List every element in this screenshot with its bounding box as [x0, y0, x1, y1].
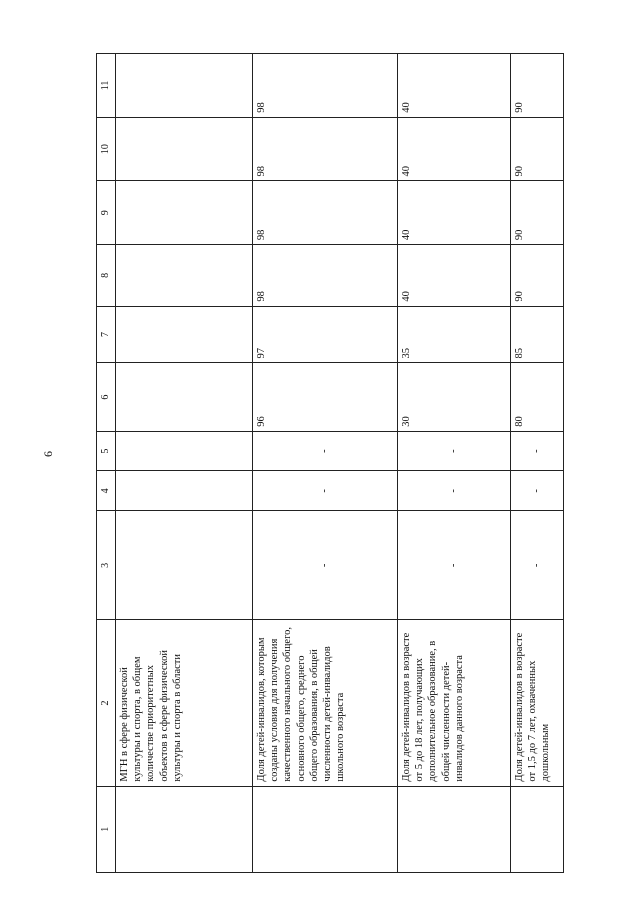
cell-value: 40	[398, 54, 511, 118]
cell-indicator: Доля детей-инвалидов в возрасте от 5 до 18 лет, получающих дополнительное образование, в общей численности детей-инвалидов данного возраста	[398, 620, 511, 786]
cell-indicator: МГН в сфере физической культуры и спорта, в общем количестве приоритетных объектов в сфере физической культуры и спорта в области	[116, 620, 253, 786]
col-header: 2	[97, 620, 116, 786]
page-number: 6	[41, 451, 55, 457]
col-header: 4	[97, 471, 116, 511]
cell-value: 35	[398, 306, 511, 363]
indicators-table	[96, 53, 564, 873]
col-header: 10	[97, 117, 116, 181]
cell-value	[116, 306, 253, 363]
col-header: 6	[97, 363, 116, 431]
cell-value: -	[398, 471, 511, 511]
table-container	[96, 53, 551, 873]
col-header: 1	[97, 786, 116, 872]
cell-value: 96	[253, 363, 398, 431]
cell-value: -	[398, 511, 511, 620]
cell-value: 85	[511, 306, 564, 363]
cell-value	[116, 181, 253, 245]
cell-value: -	[253, 471, 398, 511]
col-header: 5	[97, 431, 116, 471]
cell-value	[116, 431, 253, 471]
cell-value	[116, 245, 253, 306]
cell-value	[116, 511, 253, 620]
cell-value: 40	[398, 117, 511, 181]
cell-value	[116, 471, 253, 511]
cell-value: -	[253, 511, 398, 620]
cell-value	[116, 363, 253, 431]
cell-index	[253, 786, 398, 872]
cell-value: -	[511, 471, 564, 511]
cell-value	[116, 117, 253, 181]
cell-value: 30	[398, 363, 511, 431]
cell-index	[511, 786, 564, 872]
cell-index	[116, 786, 253, 872]
cell-value: 90	[511, 117, 564, 181]
table-row	[398, 54, 511, 873]
cell-value: 40	[398, 181, 511, 245]
cell-value: 90	[511, 54, 564, 118]
cell-value: -	[511, 431, 564, 471]
cell-value: -	[253, 431, 398, 471]
cell-value: 90	[511, 245, 564, 306]
header-row	[97, 54, 116, 873]
col-header: 3	[97, 511, 116, 620]
col-header: 11	[97, 54, 116, 118]
cell-index	[398, 786, 511, 872]
col-header: 8	[97, 245, 116, 306]
cell-value: 90	[511, 181, 564, 245]
cell-indicator: Доля детей-инвалидов, которым созданы условия для получения качественного начального общего, основного общего, среднего общего образования, в общей численности детей-инвалидов школьного возраста	[253, 620, 398, 786]
cell-value: 40	[398, 245, 511, 306]
table-row	[116, 54, 253, 873]
cell-value: 98	[253, 245, 398, 306]
table-row	[511, 54, 564, 873]
col-header: 9	[97, 181, 116, 245]
cell-value: 97	[253, 306, 398, 363]
cell-value: 98	[253, 54, 398, 118]
cell-value: 80	[511, 363, 564, 431]
table-row	[253, 54, 398, 873]
cell-value: 98	[253, 117, 398, 181]
cell-value	[116, 54, 253, 118]
cell-indicator: Доля детей-инвалидов в возрасте от 1,5 до 7 лет, охваченных дошкольным	[511, 620, 564, 786]
cell-value: -	[398, 431, 511, 471]
col-header: 7	[97, 306, 116, 363]
cell-value: -	[511, 511, 564, 620]
cell-value: 98	[253, 181, 398, 245]
